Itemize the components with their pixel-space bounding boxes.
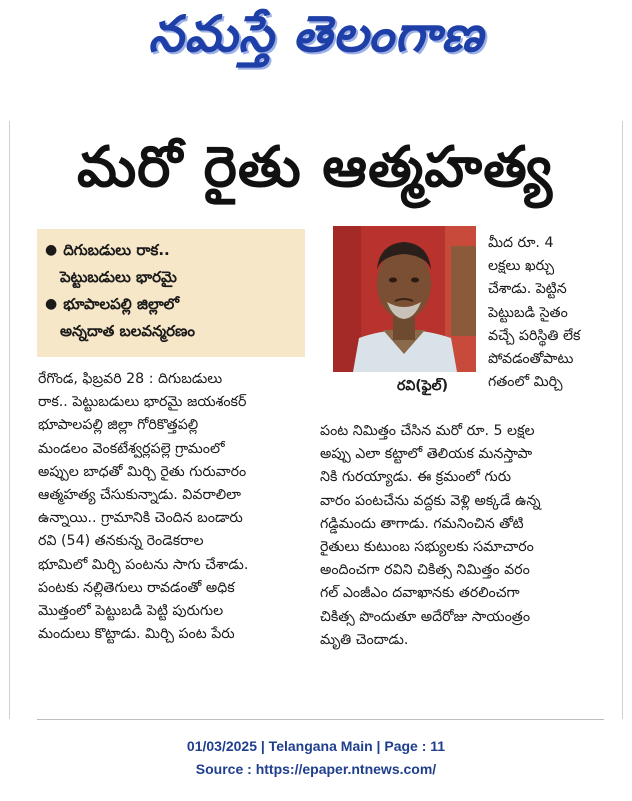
text-line: నికి గురయ్యాడు. ఈ క్రమంలో గురు [320,469,512,486]
text-line: ఉన్నాయి.. గ్రామానికి చెందిన బండారు [38,510,243,527]
text-line: రైతులు కుటుంబ సభ్యులకు సమాచారం [320,539,534,556]
text-line: ఆత్మహత్య చేసుకున్నాడు. వివరాలిలా [38,487,242,504]
text-line: గల్ ఎంజీఎం దవాఖానకు తరలించగా [320,585,520,602]
text-line: చికిత్స పొందుతూ అదేరోజు సాయంత్రం [320,608,531,625]
highlight-text: దిగుబడులు రాక.. [63,241,170,259]
highlight-text: అన్నదాత బలవన్మరణం [60,322,195,340]
footer-divider [37,719,604,720]
text-line: చేశాడు. పెట్టిన [488,281,567,298]
text-line: వచ్చే పరిస్థితి లేక [488,327,581,344]
bullet-icon: ● [45,296,58,312]
text-line: మృతి చెందాడు. [320,631,409,648]
text-line: పోవడంతోపాటు [488,351,574,368]
footer-meta: 01/03/2025 | Telangana Main | Page : 11 [186,738,446,754]
farmer-photo [333,226,476,372]
photo-caption: రవి(ఫైల్) [397,378,448,394]
text-line: లక్షలు ఖర్చు [488,258,555,275]
text-line: పంట నిమిత్తం చేసిన మరో రూ. 5 లక్షల [320,423,535,439]
masthead [0,0,632,80]
highlight-text: భూపాలపల్లి జిల్లాలో [63,295,180,313]
highlight-box [37,229,305,357]
text-line: గతంలో మిర్చి [488,374,563,391]
article-column-right-narrow [488,232,610,394]
text-line: పంటకు నల్లితెగులు రావడంతో అధిక [38,579,235,596]
article-column-left [38,368,308,646]
masthead-title: నమస్తే తెలంగాణ [148,4,484,63]
text-line: భూమిలో మిర్చి పంటను సాగు చేశాడు. [38,556,249,573]
article-column-right-wide [320,420,612,652]
text-line: రవి (54) తనకున్న రెండెకరాల [38,533,204,550]
bullet-icon: ● [45,242,58,258]
text-line: భూపాలపల్లి జిల్లా గోరికొత్తపల్లి [38,417,199,434]
text-line: అప్పుల బాధతో మిర్చి రైతు గురువారం [38,463,247,480]
text-line: అందించగా రవిని చికిత్స నిమిత్తం వరం [320,562,530,579]
text-line: పెట్టుబడి సైతం [488,304,568,321]
highlight-item [45,264,297,291]
highlight-text: పెట్టుబడులు భారమై [60,268,177,286]
text-line: మందులు కొట్టాడు. మిర్చి పంట పేరు [38,626,235,643]
text-line: గడ్డిమందు తాగాడు. గమనించిన తోటి [320,515,524,532]
article-headline: మరో రైతు ఆత్మహత్య [76,134,554,200]
footer-source: Source : https://epaper.ntnews.com/ [195,761,437,777]
text-line: రేగొండ, ఫిబ్రవరి 28 : దిగుబడులు [38,371,223,387]
highlight-item [45,318,297,345]
highlight-item [45,291,297,318]
text-line: మొత్తంలో పెట్టుబడి పెట్టి పురుగుల [38,603,224,620]
text-line: రాక.. పెట్టుబడులు భారమై జయశంకర్ [38,394,247,411]
text-line: మీద రూ. 4 [488,235,554,251]
text-line: మండలం వెంకటేశ్వర్లపల్లె గ్రామంలో [38,440,225,457]
text-line: వారం పంటచేను వద్దకు వెళ్లి అక్కడే ఉన్న [320,492,541,509]
highlight-item [45,237,297,264]
text-line: అప్పు ఎలా కట్టాలో తెలియక మనస్తాపా [320,446,533,463]
